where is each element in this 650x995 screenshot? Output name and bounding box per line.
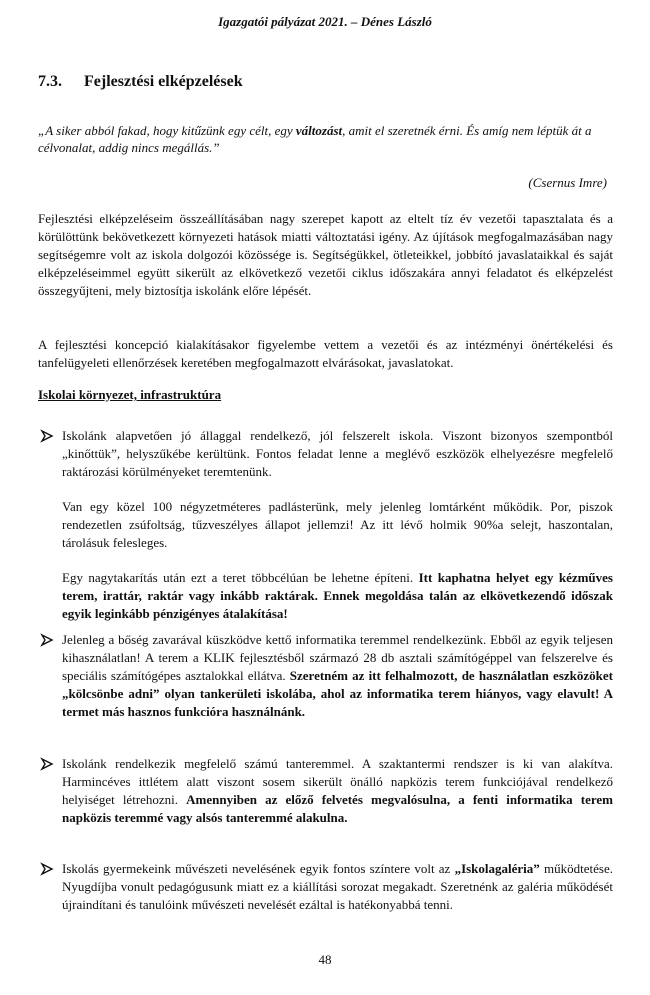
list-item-paragraph <box>62 755 613 827</box>
arrow-bullet-icon <box>40 757 54 771</box>
list-item-paragraph <box>62 631 613 721</box>
text-run: Jelenleg a bőség zavarával küszködve kettő informatika teremmel rendelkezünk. Ebből az egyik teljesen kihasználatlan! A terem a KLIK fejlesztésből származó 28 db asztali számítógéppel van felszerelve és speciális számítógépes asztalokkal ellátva. <box>62 632 613 683</box>
text-run: Iskolás gyermekeink művészeti nevelésének egyik fontos színtere volt az <box>62 861 455 876</box>
emphasis-text: Amennyiben az előző felvetés megvalósulna, a fenti informatika terem napközis teremmé vagy alsós tanteremmé alakulna. <box>62 792 613 825</box>
quote-author: (Csernus Imre) <box>528 175 607 190</box>
list-item-paragraph: Van egy közel 100 négyzetméteres padlásterünk, mely jelenleg lomtárként működik. Por, piszok rendezetlen zsúfoltság, tűzveszélyes állapot jellemzi! Az itt lévő holmik 90%a selejt, haszontalan, tárolásuk felesleges. <box>62 499 613 550</box>
quote-text-part: , amit el szeretnék érni. És amíg nem léptük át a célvonalat, addig nincs megállás.” <box>38 123 592 155</box>
epigraph-quote <box>38 122 613 156</box>
intro-paragraph: A fejlesztési koncepció kialakításakor figyelembe vettem a vezetői és az intézményi önértékelési és tanfelügyeleti ellenőrzések keretében megfogalmazott elvárásokat, javaslatokat. <box>38 337 613 370</box>
section-title-text: Fejlesztési elképzelések <box>84 73 243 90</box>
page-header: Igazgatói pályázat 2021. – Dénes László <box>218 14 432 29</box>
emphasis-text: Szeretném az itt felhalmozott, de használatlan eszközöket „kölcsönbe adni” olyan tankerületi iskolába, ahol az informatika terem hiányos, vagy elavult! A termet más hasznos funkcióra használnánk. <box>62 668 613 719</box>
section-number: 7.3. <box>38 73 62 90</box>
emphasis-text: „Iskolagaléria” <box>454 861 540 876</box>
text-run: Egy nagytakarítás után ezt a teret többcélúan be lehetne építeni. <box>62 570 419 585</box>
arrow-bullet-icon <box>40 429 54 443</box>
arrow-bullet-icon <box>40 633 54 647</box>
subsection-heading: Iskolai környezet, infrastruktúra <box>38 387 222 402</box>
list-item <box>40 860 613 931</box>
intro-paragraph: Fejlesztési elképzeléseim összeállításában nagy szerepet kapott az eltelt tíz év vezetői tapasztalata és a körülöttünk bekövetkezett környezeti hatások miatti változtatási igény. Az újítások megfogalmazásában nagy segítségemre volt az iskola dolgozói közössége is. Segítségükkel, ötleteikkel, jobbító javaslataikkal és saját elképzeléseimmel együtt sikerült az elkövetkező vezetői ciklus időszakára annyi feladatot és elképzelést összegyűjteni, mely biztosítja iskolánk előre lépését. <box>38 211 613 298</box>
list-item-paragraph <box>62 569 613 623</box>
list-item-paragraph: Iskolánk alapvetően jó állaggal rendelkező, jól felszerelt iskola. Viszont bizonyos szempontból „kinőttük”, helyszűkébe kerültünk. Fontos feladat lenne a meglévő eszközök elhelyezésre megfelelő raktározási körülményeket teremtenünk. <box>62 428 613 479</box>
page-number: 48 <box>318 952 332 967</box>
arrow-bullet-icon <box>40 862 54 876</box>
section-title <box>38 73 243 91</box>
text-run: működtetése. Nyugdíjba vonult pedagógusunk miatt ez a kiállítási sorozat megakadt. Szeretnénk az galéria működését újraindítani és tanulóink művészeti nevelését ezáltal is hatékonyabbá tenni. <box>62 861 613 912</box>
emphasis-text: Itt kaphatna helyet egy kézműves terem, irattár, raktár vagy inkább raktárak. Ennek megoldása talán az elkövetkezendő időszak egyik leginkább pénzigényes átalakítása! <box>62 570 613 621</box>
quote-bold-word: változást <box>295 123 343 138</box>
list-item <box>40 755 613 844</box>
list-item <box>40 631 613 738</box>
quote-text-part: „A siker abból fakad, hogy kitűzünk egy célt, egy <box>38 123 296 138</box>
list-item <box>40 427 613 640</box>
text-run: Iskolánk rendelkezik megfelelő számú tanteremmel. A szaktantermi rendszer is ki van alakítva. Harmincéves ittlétem alatt viszont sosem sikerült önálló napközis terem funkciójával rendelkező helyiséget létrehozni. <box>62 756 613 807</box>
list-item-paragraph <box>62 860 613 914</box>
